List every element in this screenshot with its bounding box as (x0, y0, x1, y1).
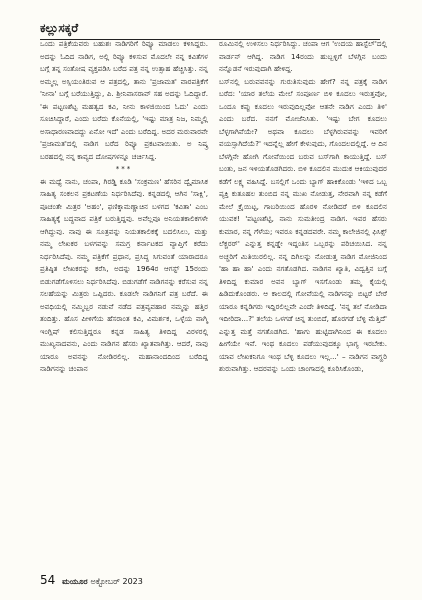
page-footer (40, 573, 380, 587)
magazine-name: ಮಯೂರ (62, 577, 88, 586)
left-column (40, 38, 208, 376)
page-header (40, 17, 380, 40)
paragraph: ಈ ಮಧ್ಯೆ ನಾನು, ಚಂಪಾ, ಗಿರಡ್ಡಿ ಕೂಡಿ 'ಸಂಕ್ರಮಣ' ಹೆಸರಿನ ದ್ವೈಮಾಸಿಕ ಸಾಹಿತ್ಯ ಸಂಕಲನ ಪ್ರಕಟಣೆಯ ನಿರ್ಧರಿಸಿದೆವು. ಕನ್ನಡದಲ್ಲಿ ಆಗಿನ 'ಸಾಕ್ಷಿ', ಪೂಚಂತೇ ಮಿತ್ರರ 'ಅಹಂ', ಫಣಿಕ್ಕಾಮಣ್ಣಾಚಿನ ಬಳಗದ 'ಕವಿತಾ' ಎಂಬ ಸಾಹಿತ್ಯಕ್ಕೆ ಬದ್ಧವಾದ ಪತ್ರಿಕೆ ಬರುತ್ತಿದ್ದವು. ಅವೆಲ್ಲವೂ ಅನಿಯತಕಾಲಿಕಗಳೇ ಆಗಿದ್ದುವು. ನಾವು ಈ ಸೂತ್ರವನ್ನು ನಿಯತಕಾಲಿಕಕ್ಕೆ ಬದಲಿಸಿಲು, ಮತ್ತು ನಮ್ಮ ಲೇಖಕರ ಬಳಗವನ್ನು ಸಮಗ್ರ ಕರ್ನಾಟಕದ ವ್ಯಾಪ್ತಿಗೆ ಕರೆದು ನಿರ್ಧರಿಸಿದೆವು. ನಮ್ಮ ಪತ್ರಿಕೆಗೆ ಪ್ರಧಾನ, ಪ್ರಸಿದ್ಧ ಸಿಗುವಂತೆ ಯಾರಾದರೂ ಪ್ರತಿಷ್ಠಿತ ಲೇಖಕರನ್ನು ಕರೆಸಿ, ಅದನ್ನು 1964ರ ಆಗಸ್ಟ್ 15ರಂದು ಬಿಡುಗಡೆಗೊಳಿಸಲು ನಿರ್ಧರಿಸಿದೆವು. ಬಿಡುಗಡೆಗೆ ನಾಡಿಗನನ್ನು ಕರೆಸುವ ನನ್ನ ಸಲಹೆಯನ್ನು ಮಿತ್ರರು ಒಪ್ಪಿದರು. ಕೂಡಲೇ ನಾಡಿಗನಿಗೆ ಪತ್ರ ಬರೆದೆ. ಈ ಅವಧಿಯಲ್ಲಿ ನಮ್ಮಿಬ್ಬರ ನಡುವೆ ನಡೆದ ಪತ್ರವ್ಯವಹಾರ ನಮ್ಮನ್ನು ಹತ್ತಿರ ತಂದಿತ್ತು. ಹೊಸ ಪೀಳಿಗೆಯ ಹೆಸರಾಂತ ಕವಿ, ವಿಮರ್ಶಕ, ಒಳ್ಳೆಯ ವಾಗ್ಮಿ ಇಂಗ್ಲಿಷ್ ಕಲಿಸುತ್ತಿದ್ದರೂ ಕನ್ನಡ ಸಾಹಿತ್ಯ ತಿಳಿದಿದ್ದ ವಿರಳರಲ್ಲಿ ಮುಖ್ಯನಾದವನು, ಎಂದು ನಾಡಿಗನ ಹೆಸರು ಖ್ಯಾತವಾಗಿತ್ತು. ಆದರೆ, ನಾವು ಯಾರೂ ಅವನನ್ನು ನೋಡಿರಲಿಲ್ಲ. ಮಹಾನಾಂದದಿಂದ ಬರೆದಿದ್ದ ನಾಡಿಗನನ್ನು ಚಂಪಾನ (40, 176, 208, 373)
right-column (219, 38, 387, 376)
issue-date: ಅಕ್ಟೋಬರ್ 2023 (90, 577, 143, 586)
paragraph: ಬಸ್‌ನಲ್ಲಿ ಬರುವವನನ್ನು ಗುರುತಿಸುವುದು ಹೇಗೆ? ನನ್ನ ಪತ್ರಕ್ಕೆ ನಾಡಿಗ ಬರೆದ: 'ಯಾರ ತಲೆಯ ಮೇಲೆ ಸಂಪೂರ್ಣ ಬಿಳಿ ಕೂದಲು ಇರುತ್ತವೋ, ಒಂದೂ ಕಪ್ಪು ಕೂದಲು ಇರುವುದಿಲ್ಲವೋ ಆತನೇ ನಾಡಿಗ ಎಂದು ತಿಳಿ' ಎಂದು ಬರೆದ. ನನಗೆ ಮೋಜೆನಿಸಿತು. 'ಇಷ್ಟು ಬೇಗ ಕೂದಲು ಬೆಳ್ಳಗಾಗಿವೆಯೇ? ಅಥವಾ ಕೂದಲು ಬೆಳ್ಳಗಿರುವವನ್ನು ಇವರಿಗೆ ವಯಸ್ಸಾಗಿದೆಯೆ?' ಇದನ್ನೆಲ್ಲ ಹೇಗೆ ಕೇಳುವುದು, ಗೊಂದಲದಲ್ಲಿದ್ದೆ. ಆ ದಿನ ಬೆಳಗ್ಗಿನೇ ಹೋಗಿ ಗೋವೆಯಿಂದ ಬರುವ ಬಸ್‌ಗಾಗಿ ಕಾಯುತ್ತಿದ್ದೆ. ಬಸ್ ಬಂತು, ಜನ ಇಳಿಯತೊಡಗಿದರು. ಬಿಳಿ ಕೂದಲಿನ ಮುದುಕ ಆಕಿಯುವುದರ ಕಡೆಗೆ ಲಕ್ಷ್ಯ ವಹಿಸಿದ್ದೆ. ಬಸಲ್ಲಿಗೆ ಒಂದು ಬ್ಯಾಗ್ ಹಾಕಿಕೊಂಡು 'ಇಳಿದ ಒಬ್ಬ ಪ್ಯಕ್ತಿ ಕುತೂಹಲ ತುಂಬಿದ ನನ್ನ ಮುಖ ನೋಡುತ್ತ, ನೇರವಾಗಿ ನನ್ನ ಕಡೆಗೆ ಮೇಲೆ ಕ್ರೈಯಿಟ್ಟ, ಗಾಬರಿಯಿಂದ ಹೊರಳಿ ನೋಡಿದರೆ ಬಿಳಿ ಕೂದಲಿನ ಯುವಕ! 'ಪಟ್ಟಣಶೆಟ್ಟಿ, ನಾನು ಸುಮತೀಂದ್ರ ನಾಡಿಗ. ಇವರ ಹೆಸರು ಕುಮಾರ, ನನ್ನ ಗೆಳೆಯ; ಇವರೂ ಕನ್ನಡದವರೇ. ನಮ್ಮ ಕಾಲೇಜಿನಲ್ಲಿ ಫಿಸಿಕ್ಸ್ ಲೆಕ್ಚರರ್' ಎನ್ನುತ್ತ ಕನ್ನಡ್ಡೇ ಇದ್ದಂತಿಸ ಒಬ್ಬರನ್ನು ಪರಿಚಯಿಸಿದ. ನನ್ನ ಅಚ್ಚರಿಗೆ ಮಿತಿಯಿರಲಿಲ್ಲ. ನನ್ನ ದಿಗಿಲನ್ನು ನೋಡುತ್ತ ನಾಡಿಗ ಮೋಜಿನಿಂದ 'ಹಾ ಹಾ ಹಾ' ಎಂದು ನಗತೊಡಗಿದ. ನಾಡಿಗನ ಖ್ಯಾತಿ, ವಿದ್ವತ್ತಿನ ಬಗ್ಗೆ ತಿಳಿದಿದ್ದ ಕುಮಾರ ಅವನ ಬ್ಯಾಗ್ ಇಸಗೊಂಡು ತಮ್ಮ ಕೈಯಲ್ಲಿ ಹಿಡಿದುಕೊಂಡರು. ಆ ಕಾಲದಲ್ಲಿ ಗೋವೆಯಲ್ಲಿ ನಾಡಿಗನನ್ನು ಬಿಟ್ಟರೆ ಬೇರೆ ಯಾರೂ ಕನ್ನಡಿಗರು ಇದ್ದಿರಲಿಲ್ಲವೇ ಎಂದೇ ತಿಳಿದಿದ್ದೆ. 'ನನ್ನ ತಲೆ ನೋಡಿದಾ ಇದೀರಿದಾ...?' ತಲೆಯ ಒಳಗಡೆ ಚಿನ್ನ ತುಂಬಿದೆ, ಹೊರಗಡೆ ಬೆಳ್ಳಿ ಮೆತ್ತಿದೆ' ಎನ್ನುತ್ತ ಮತ್ತೆ ನಗತೊಡಗಿದ. 'ಹಾಗು ಹುಟ್ಟಿದಾಗಿನಿಂದ ಈ ಕೂದಲು ಹೀಗೆಯೇ ಇವೆ. ಇಂಥ ಕೂದಲು ಪಡೆಯುವುದಕ್ಕೂ ಭಾಗ್ಯ ಇರಬೇಕು. ಯಾವ ಲೇಖಕನಿಗೂ ಇಂಥ ಬೆಳ್ಳಿ ಕೂದಲು ಇಲ್ಲ...' – ನಾಡಿಗನ ವಾಗ್ಹರಿ ಶುರುವಾಗಿತ್ತು. ಆದರವನ್ನು ಒಂದು ಚಾಂಗಾದಲ್ಲಿ ಕೂರಿಸಿಕೊಂಡು, (219, 76, 387, 373)
page-number: 54 (40, 573, 56, 587)
section-separator: *** (115, 165, 133, 173)
section-title: ಕಲ್ಲುಸಕ್ಕರೆ (40, 21, 79, 35)
paragraph: ಒಂದು ಪತ್ರಿಕೆಯವರು ಬಹುಶಃ ನಾಡಿಗರಿಗೆ ರಿವ್ಯೂ ಮಾಡಲು ಕಳಿಸಿದ್ದರು. ಅದನ್ನು ಓದಿದ ನಾಡಿಗ, ಅಲ್ಲಿ ರಿವ್ಯೂ ಕಳಿಸುವ ಮೊದಲೇ ನನ್ನ ಕವಿತೆಗಳ ಬಗ್ಗೆ ತನ್ನ ಸಂತೋಷ ವ್ಯಕ್ತಪಡಿಸಿ ಬರೆದ ಪತ್ರ ನನ್ನ ಉತ್ಸಾಹ ಹೆಚ್ಚಿಸಿತ್ತು. ನನ್ನ ಅಮ್ಮಲ್ಲ ಅಸ್ಸಿಯಂತಿರುವ ಆ ಪತ್ರದಲ್ಲಿ, ತಾನು 'ಪ್ರಜಾಮತ' ವಾರಪತ್ರಿಕೆಗೆ 'ನೀನಾ' ಬಗ್ಗೆ ಬರೆಯುತ್ತಿದ್ದು, ಪಿ. ಶ್ರೀನಿವಾಸರಾವ್ ಸಹ ಅದನ್ನು ಓದಿದ್ದಾರೆ. 'ಈ ಪಟ್ಟಣಶೆಟ್ಟ ಮಹತ್ವದ ಕವಿ, ನೀನು ಕಾಳಜಿಯಿಂದ ಓದು' ಎಂದು ಸೂಚಿಸಿದ್ದಾರೆ, ಎಂದು ಬರೆದು ಕೊನೆಯಲ್ಲಿ, 'ಇಷ್ಟು ಮಾತ್ರ ನಿಜ, ನಿಮ್ಮಲ್ಲಿ ಅಸಾಧಾರಣವಾದದ್ದು ಏನೋ ಇದೆ' ಎಂದು ಬರೆದಿದ್ದ. ಅದರ ಮರುವಾರವೇ 'ಪ್ರಜಾಮತ'ದಲ್ಲಿ ನಾಡಿಗ ಬರೆದ ರಿವ್ಯೂ ಪ್ರಕಟವಾಯಿತು. ಅ ನಿಷ್ಕ್ರ ಬರಹದಲ್ಲಿ ನನ್ನ ಕಾವ್ಯದ ದೋಷಗಳನ್ನೂ ಚರ್ಚಿಸಿದ್ದ. (40, 39, 208, 161)
paragraph: ರೂಮಿನಲ್ಲಿ ಉಳಿಸಲು ನಿರ್ಧರಿಸಿದ್ದು. ಚಂಪಾ ಆಗ 'ಉದಯ ಹಾಸ್ಟೆಲ್'ದಲ್ಲಿ ವಾರ್ಡನ್ ಆಗಿದ್ದ. ನಾಡಿಗ 14ರಂದು ಹುಬ್ಬಳ್ಳಿಗೆ ಬೆಳಗ್ಗಿನ ಬಂದು ನನ್ನೊಡನೆ ಇರುವುದಾಗಿ ಹೇಳಿದ್ದ. (219, 39, 387, 73)
